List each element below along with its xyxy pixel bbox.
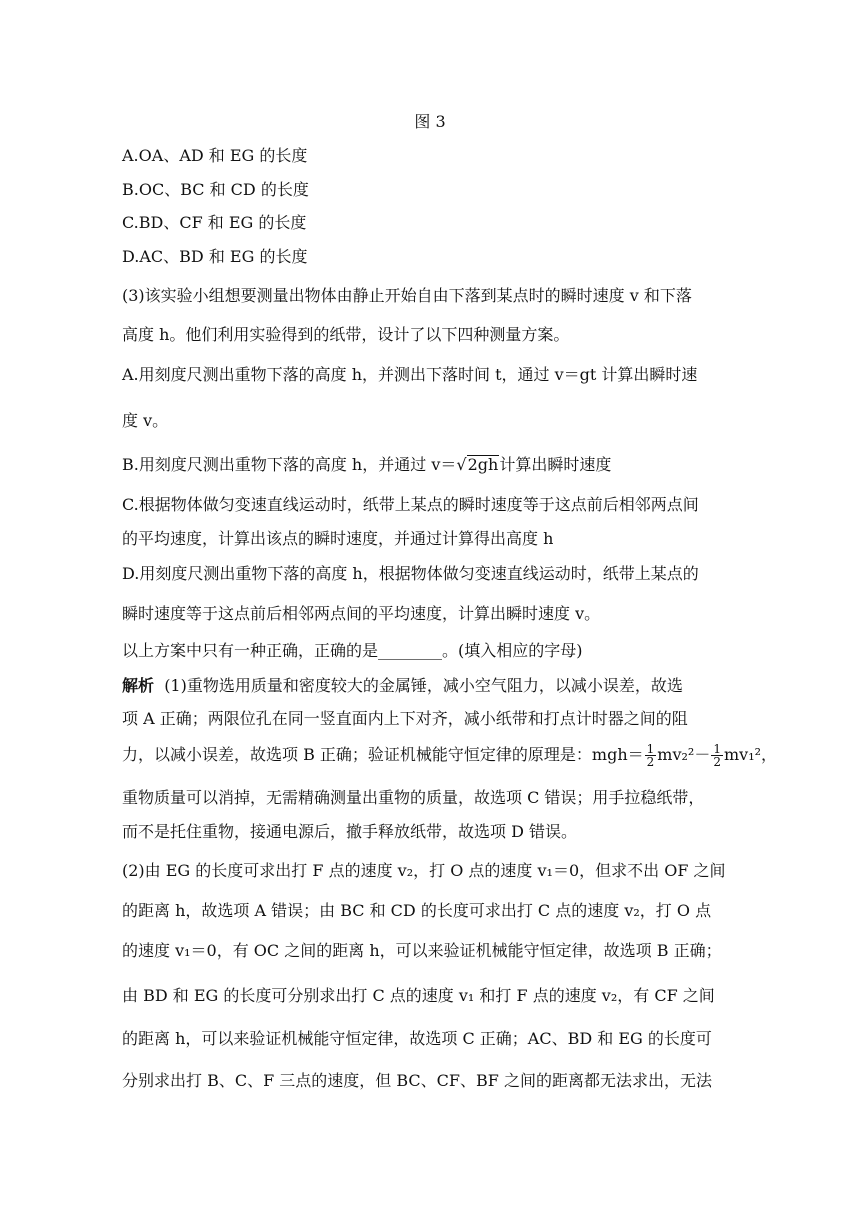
fraction-denominator: 2 — [646, 755, 655, 769]
sqrt-radicand: 2gh — [467, 455, 499, 474]
option-q2-a: A.OA、AD 和 EG 的长度 — [122, 146, 308, 165]
q3-option-b-text: B.用刻度尺测出重物下落的高度 h，并通过 v＝ — [122, 455, 457, 474]
analysis-p1-line-3-end: mv₁²， — [723, 745, 778, 764]
q3-option-d-line-2: 瞬时速度等于这点前后相邻两点间的平均速度，计算出瞬时速度 v。 — [122, 604, 601, 623]
q3-option-c-line-2: 的平均速度，计算出该点的瞬时速度，并通过计算得出高度 h — [122, 529, 554, 548]
q3-answer-prompt: 以上方案中只有一种正确，正确的是________。(填入相应的字母) — [122, 641, 583, 660]
analysis-p2-line-3: 的速度 v₁＝0，有 OC 之间的距离 h，可以来验证机械能守恒定律，故选项 B 正确； — [122, 941, 722, 960]
fraction-half-2 — [711, 743, 723, 768]
option-q2-d: D.AC、BD 和 EG 的长度 — [122, 247, 308, 266]
analysis-p1-line-2: 项 A 正确；两限位孔在同一竖直面内上下对齐，减小纸带和打点计时器之间的阻 — [122, 709, 688, 728]
analysis-p1-line-3-mid: mv₂²－ — [657, 745, 711, 764]
q3-stem-line-1: (3)该实验小组想要测量出物体由静止开始自由下落到某点时的瞬时速度 v 和下落 — [122, 286, 692, 305]
analysis-p1-line-3-text: 力，以减小误差，故选项 B 正确；验证机械能守恒定律的原理是：mgh＝ — [122, 745, 644, 764]
analysis-p2-line-5: 的距离 h，可以来验证机械能守恒定律，故选项 C 正确；AC、BD 和 EG 的长度可 — [122, 1029, 712, 1048]
analysis-label: 解析 — [122, 676, 155, 695]
fraction-numerator: 1 — [646, 742, 655, 756]
q3-option-d-line-1: D.用刻度尺测出重物下落的高度 h，根据物体做匀变速直线运动时，纸带上某点的 — [122, 564, 699, 583]
fraction-denominator: 2 — [713, 755, 721, 769]
q3-option-b-tail: 计算出瞬时速度 — [499, 455, 612, 474]
analysis-p1-line-1 — [122, 675, 740, 697]
analysis-p2-line-2: 的距离 h，故选项 A 错误；由 BC 和 CD 的长度可求出打 C 点的速度 v₂，打 O 点 — [122, 901, 712, 920]
fraction-half-1 — [645, 743, 657, 768]
analysis-p1-line-5: 而不是托住重物，接通电源后，撤手释放纸带，故选项 D 错误。 — [122, 822, 578, 841]
analysis-p1-line-4: 重物质量可以消掉，无需精确测量出重物的质量，故选项 C 错误；用手拉稳纸带， — [122, 788, 705, 807]
q3-option-a-line-2: 度 v。 — [122, 411, 169, 430]
fraction-numerator: 1 — [713, 742, 721, 756]
analysis-p2-line-1: (2)由 EG 的长度可求出打 F 点的速度 v₂，打 O 点的速度 v₁＝0，但求不出 OF 之间 — [122, 861, 726, 880]
figure-caption: 图 3 — [414, 112, 446, 131]
option-q2-c: C.BD、CF 和 EG 的长度 — [122, 213, 307, 232]
q3-option-a-line-1: A.用刻度尺测出重物下落的高度 h，并测出下落时间 t，通过 v＝gt 计算出瞬时速 — [122, 365, 698, 384]
analysis-p1-line-1-text: (1)重物选用质量和密度较大的金属锤，减小空气阻力，以减小误差，故选 — [164, 676, 683, 695]
analysis-p2-line-4: 由 BD 和 EG 的长度可分别求出打 C 点的速度 v₁ 和打 F 点的速度 v₂，有 CF 之间 — [122, 986, 715, 1005]
option-q2-b: B.OC、BC 和 CD 的长度 — [122, 180, 309, 199]
analysis-p2-line-6: 分别求出打 B、C、F 三点的速度，但 BC、CF、BF 之间的距离都无法求出，无法 — [122, 1071, 712, 1090]
analysis-p1-line-3 — [122, 738, 778, 772]
q3-stem-line-2: 高度 h。他们利用实验得到的纸带，设计了以下四种测量方案。 — [122, 325, 570, 344]
q3-option-c-line-1: C.根据物体做匀变速直线运动时，纸带上某点的瞬时速度等于这点前后相邻两点间 — [122, 495, 699, 514]
q3-option-b — [122, 454, 740, 476]
sqrt-sign: √ — [456, 455, 467, 474]
